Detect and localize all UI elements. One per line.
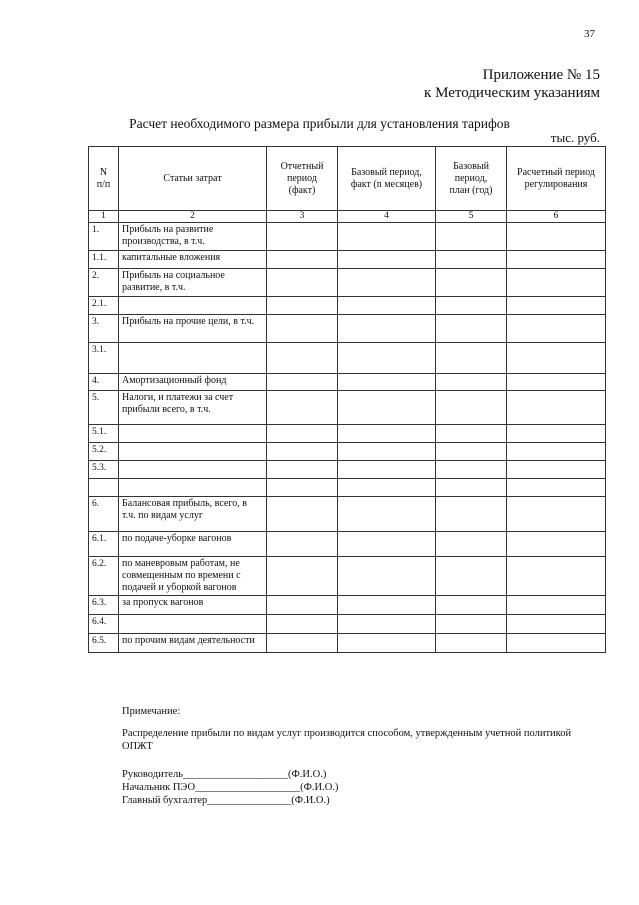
row-label [119,343,267,374]
value-cell [338,497,436,532]
page-number: 37 [584,28,595,40]
signature-economist: Начальник ПЭО____________________(Ф.И.О.) [122,782,339,793]
value-cell [507,634,606,653]
row-number: 3.1. [89,343,119,374]
column-header-line: (факт) [288,184,316,196]
column-number: 3 [267,211,338,223]
value-cell [436,461,507,479]
row-number: 6. [89,497,119,532]
column-header-line: факт (n месяцев) [350,178,423,190]
value-cell [338,391,436,425]
column-header-line: Отчетный [280,160,324,172]
value-cell [267,557,338,596]
value-cell [267,425,338,443]
note-text: Распределение прибыли по видам услуг производится способом, утвержденным учетной политикой ОПЖТ [122,728,572,752]
value-cell [436,615,507,634]
value-cell [338,343,436,374]
column-header-line: п/п [96,178,111,190]
row-label [119,479,267,497]
value-cell [267,223,338,251]
row-label: по подаче-уборке вагонов [119,532,267,557]
value-cell [507,443,606,461]
value-cell [436,634,507,653]
column-number-row [89,211,606,223]
row-number: 1. [89,223,119,251]
column-header [267,147,338,211]
table-row [89,443,606,461]
row-label: капитальные вложения [119,251,267,269]
row-number: 5. [89,391,119,425]
value-cell [507,343,606,374]
column-header-line: N [99,166,108,178]
row-number: 6.3. [89,596,119,615]
value-cell [507,557,606,596]
table-row [89,374,606,391]
row-number: 1.1. [89,251,119,269]
value-cell [338,479,436,497]
value-cell [436,557,507,596]
value-cell [267,615,338,634]
row-label: по маневровым работам, не совмещенным по времени с подачей и уборкой вагонов [119,557,267,596]
value-cell [436,374,507,391]
value-cell [507,269,606,297]
column-header [507,147,606,211]
value-cell [507,497,606,532]
column-header-line: период, [454,172,488,184]
row-label [119,615,267,634]
row-number: 3. [89,315,119,343]
row-label [119,425,267,443]
value-cell [507,251,606,269]
table-row [89,557,606,596]
row-number: 6.4. [89,615,119,634]
units-label: тыс. руб. [550,130,600,145]
table-row [89,269,606,297]
value-cell [507,596,606,615]
row-number: 6.5. [89,634,119,653]
value-cell [267,461,338,479]
value-cell [338,443,436,461]
value-cell [436,343,507,374]
value-cell [436,443,507,461]
column-header-line: Расчетный период [517,166,595,178]
column-number: 6 [507,211,606,223]
value-cell [436,497,507,532]
value-cell [267,532,338,557]
table-row [89,532,606,557]
value-cell [338,532,436,557]
value-cell [507,374,606,391]
row-number [89,479,119,497]
column-header [89,147,119,211]
column-header-line: Базовый [453,160,489,172]
value-cell [507,479,606,497]
table-row [89,223,606,251]
value-cell [436,297,507,315]
value-cell [267,391,338,425]
value-cell [267,297,338,315]
row-number: 6.2. [89,557,119,596]
row-label [119,443,267,461]
value-cell [436,391,507,425]
value-cell [436,596,507,615]
row-number: 2. [89,269,119,297]
row-label: Прибыль на развитие производства, в т.ч. [119,223,267,251]
value-cell [338,615,436,634]
row-number: 5.1. [89,425,119,443]
column-header-line: период [287,172,317,184]
value-cell [436,251,507,269]
row-number: 6.1. [89,532,119,557]
column-header-line: план (год) [449,184,493,196]
table-row [89,297,606,315]
column-header-line: Базовый период, [351,166,422,178]
value-cell [507,391,606,425]
value-cell [267,596,338,615]
value-cell [436,425,507,443]
column-number: 2 [119,211,267,223]
row-label: за пропуск вагонов [119,596,267,615]
value-cell [507,425,606,443]
table-row [89,615,606,634]
value-cell [338,251,436,269]
table-row [89,343,606,374]
table-header-row [89,147,606,211]
table-row [89,315,606,343]
row-number: 5.3. [89,461,119,479]
column-number: 4 [338,211,436,223]
document-title: Расчет необходимого размера прибыли для установления тарифов [129,116,510,131]
row-label: Амортизационный фонд [119,374,267,391]
value-cell [338,315,436,343]
value-cell [436,532,507,557]
value-cell [267,479,338,497]
row-label [119,461,267,479]
value-cell [507,297,606,315]
value-cell [338,223,436,251]
value-cell [507,315,606,343]
note-label: Примечание: [122,706,181,717]
table-row [89,596,606,615]
column-header [119,147,267,211]
table-row [89,634,606,653]
column-header-line: Статьи затрат [163,172,222,184]
row-label [119,297,267,315]
signature-director: Руководитель____________________(Ф.И.О.) [122,769,327,780]
value-cell [507,532,606,557]
value-cell [338,297,436,315]
row-number: 4. [89,374,119,391]
table-row [89,251,606,269]
row-label: Прибыль на социальное развитие, в т.ч. [119,269,267,297]
value-cell [338,596,436,615]
profit-table [88,146,606,653]
appendix-subtitle: к Методическим указаниям [424,85,600,101]
row-label: Налоги, и платежи за счет прибыли всего, в т.ч. [119,391,267,425]
value-cell [267,343,338,374]
value-cell [338,374,436,391]
value-cell [507,615,606,634]
column-header [436,147,507,211]
value-cell [436,269,507,297]
row-number: 2.1. [89,297,119,315]
row-label: Прибыль на прочие цели, в т.ч. [119,315,267,343]
value-cell [338,269,436,297]
table-row [89,497,606,532]
value-cell [507,223,606,251]
column-header [338,147,436,211]
signature-accountant: Главный бухгалтер________________(Ф.И.О.) [122,795,330,806]
value-cell [436,315,507,343]
value-cell [338,557,436,596]
value-cell [267,443,338,461]
value-cell [338,425,436,443]
column-number: 1 [89,211,119,223]
value-cell [267,374,338,391]
table-row [89,425,606,443]
value-cell [267,315,338,343]
table-row [89,391,606,425]
appendix-title: Приложение № 15 [482,67,600,83]
row-label: по прочим видам деятельности [119,634,267,653]
value-cell [338,634,436,653]
value-cell [267,497,338,532]
value-cell [267,634,338,653]
table-row [89,479,606,497]
table-row [89,461,606,479]
column-number: 5 [436,211,507,223]
row-label: Балансовая прибыль, всего, в т.ч. по видам услуг [119,497,267,532]
column-header-line: регулирования [524,178,588,190]
value-cell [267,269,338,297]
value-cell [507,461,606,479]
row-number: 5.2. [89,443,119,461]
value-cell [267,251,338,269]
value-cell [436,479,507,497]
value-cell [436,223,507,251]
value-cell [338,461,436,479]
